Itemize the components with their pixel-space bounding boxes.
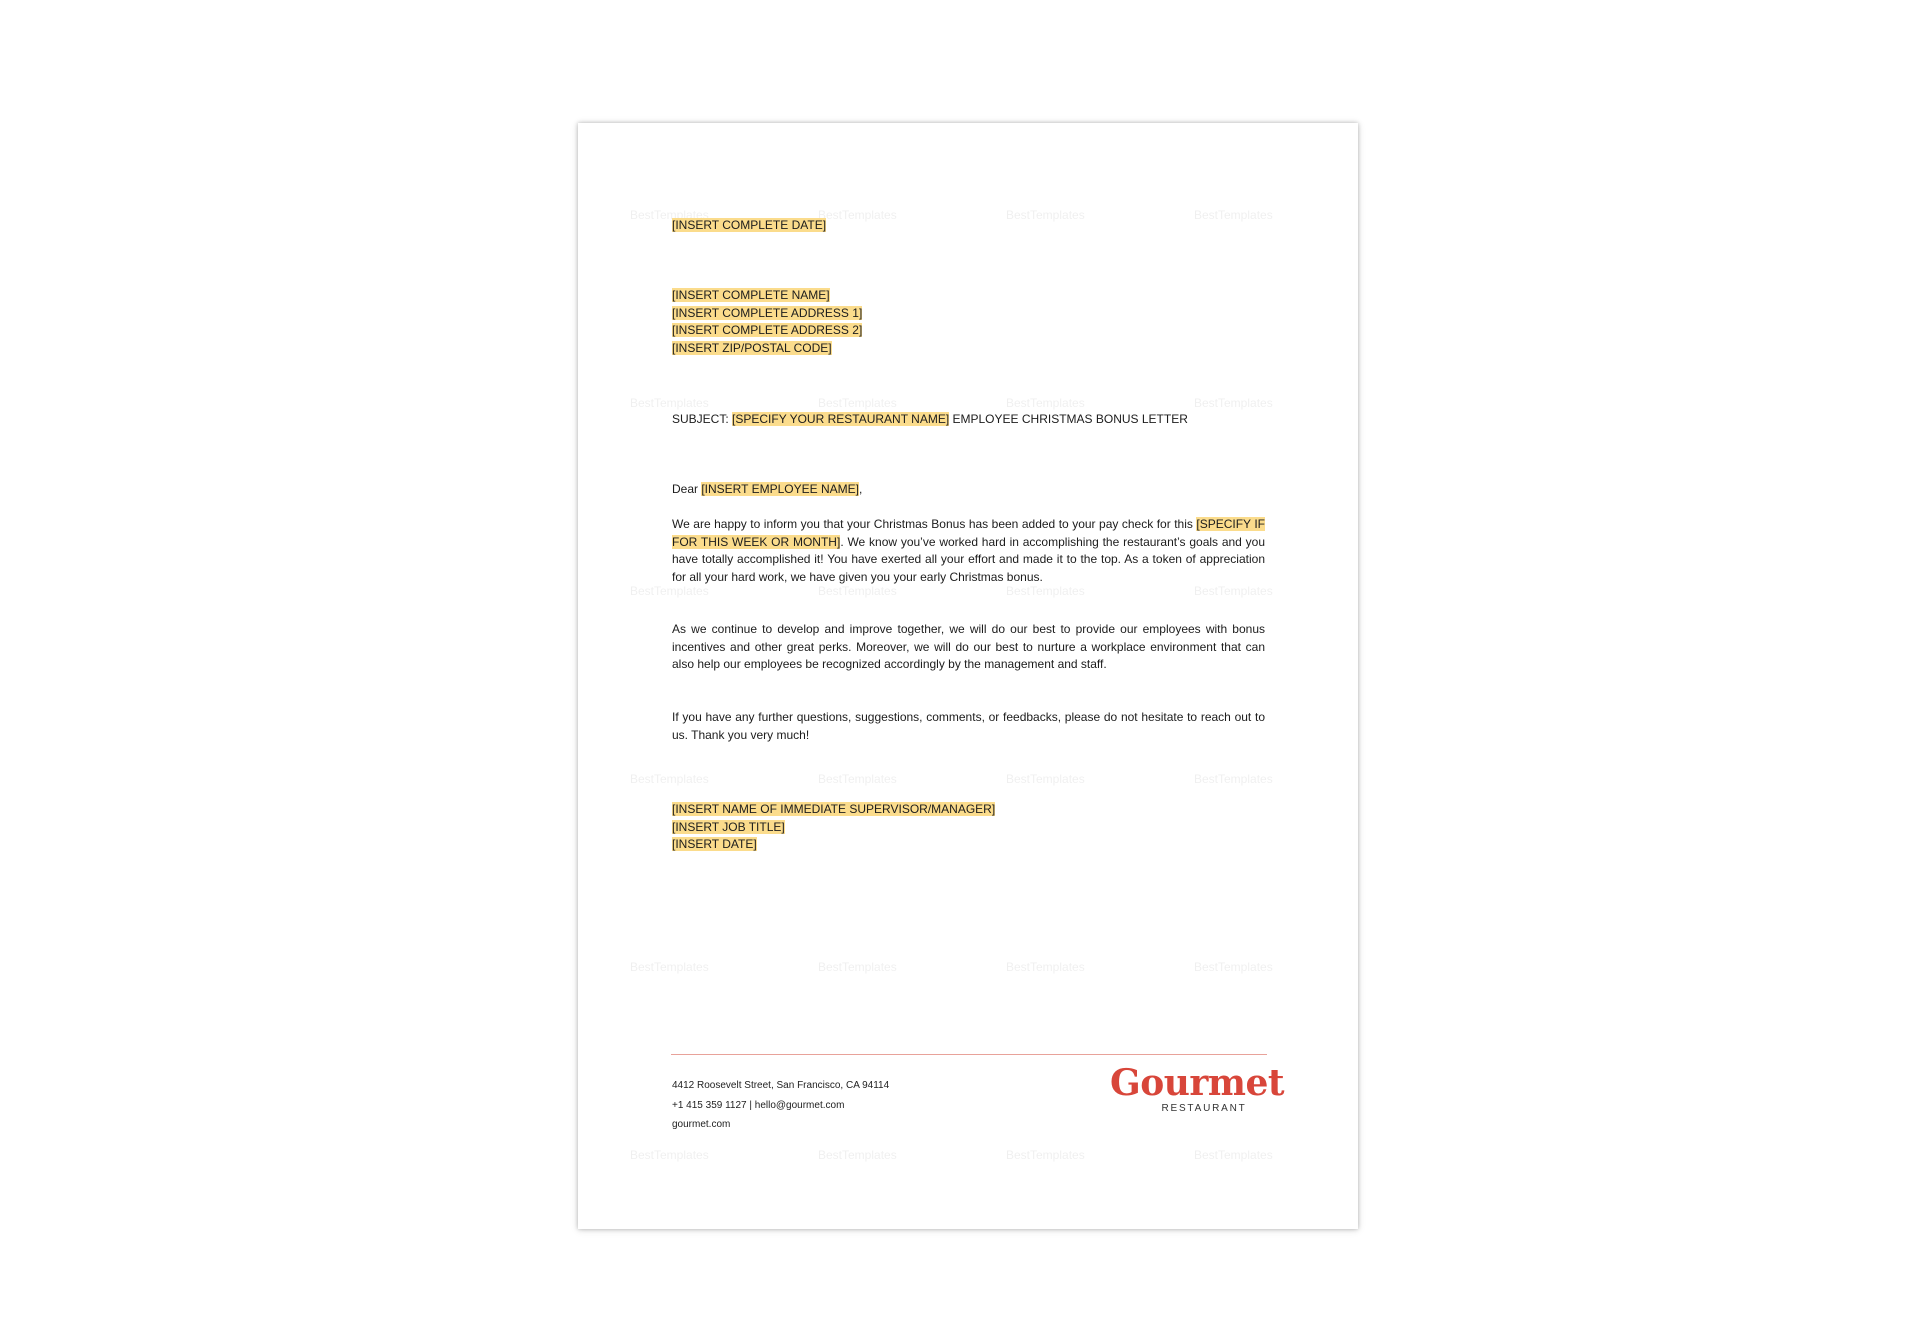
watermark: BestTemplates	[630, 772, 709, 786]
paragraph-1	[672, 516, 1265, 586]
salutation	[672, 481, 1265, 499]
watermark: BestTemplates	[1006, 396, 1085, 410]
salutation-prefix: Dear	[672, 482, 702, 496]
watermark: BestTemplates	[1194, 208, 1273, 222]
footer-divider	[671, 1054, 1267, 1055]
signature-name: [INSERT NAME OF IMMEDIATE SUPERVISOR/MANAGER]	[672, 802, 996, 816]
paragraph-2: As we continue to develop and improve together, we will do our best to provide our employees with bonus incentives and other great perks. Moreover, we will do our best to nurture a workplace environment that can also help our employees be recognized accordingly by the management and staff.	[672, 622, 1265, 672]
footer-contact-info	[672, 1076, 889, 1135]
footer-website: gourmet.com	[672, 1119, 731, 1130]
subject-label: SUBJECT:	[672, 412, 733, 426]
paragraph-1-part-1: We are happy to inform you that your Christmas Bonus has been added to your pay check for this	[672, 517, 1197, 531]
date-placeholder: [INSERT COMPLETE DATE]	[672, 218, 827, 232]
watermark: BestTemplates	[630, 584, 709, 598]
recipient-address-1: [INSERT COMPLETE ADDRESS 1]	[672, 305, 863, 320]
watermark: BestTemplates	[1194, 772, 1273, 786]
watermark: BestTemplates	[818, 208, 897, 222]
subject-line	[672, 411, 1265, 429]
watermark: BestTemplates	[1194, 584, 1273, 598]
recipient-block	[672, 287, 1265, 357]
gourmet-logo	[1110, 1062, 1285, 1115]
watermark: BestTemplates	[630, 960, 709, 974]
watermark: BestTemplates	[630, 1148, 709, 1162]
recipient-address-2: [INSERT COMPLETE ADDRESS 2]	[672, 323, 863, 338]
watermark: BestTemplates	[1006, 1148, 1085, 1162]
watermark: BestTemplates	[1006, 772, 1085, 786]
watermark: BestTemplates	[630, 396, 709, 410]
watermark: BestTemplates	[630, 208, 709, 222]
letter-page	[578, 123, 1358, 1229]
logo-wordmark: Gourmet	[1110, 1062, 1285, 1104]
watermark: BestTemplates	[1006, 208, 1085, 222]
watermark: BestTemplates	[818, 772, 897, 786]
letter-date	[672, 217, 1265, 235]
subject-placeholder: [SPECIFY YOUR RESTAURANT NAME]	[732, 412, 950, 426]
watermark: BestTemplates	[818, 584, 897, 598]
watermark: BestTemplates	[1006, 960, 1085, 974]
watermark: BestTemplates	[1194, 1148, 1273, 1162]
watermark: BestTemplates	[1194, 396, 1273, 410]
paragraph-1-part-2: . We know you’ve worked hard in accomplishing the restaurant’s goals and you have totally accomplished it! You have exerted all your effort and made it to the top. As a token of appreciation for all your hard work, we have given you your early Christmas bonus.	[672, 534, 1265, 584]
logo-subtitle: RESTAURANT	[1161, 1103, 1247, 1114]
watermark: BestTemplates	[818, 396, 897, 410]
signature-date: [INSERT DATE]	[672, 837, 757, 852]
signature-job-title: [INSERT JOB TITLE]	[672, 819, 785, 834]
recipient-zip: [INSERT ZIP/POSTAL CODE]	[672, 340, 832, 355]
paragraph-3: If you have any further questions, suggestions, comments, or feedbacks, please do not hesitate to reach out to us. Thank you very much!	[672, 710, 1265, 742]
footer-address: 4412 Roosevelt Street, San Francisco, CA 94114	[672, 1080, 890, 1091]
paragraph-1-placeholder: [SPECIFY IF FOR THIS WEEK OR MONTH]	[672, 517, 1265, 549]
watermark: BestTemplates	[1006, 584, 1085, 598]
subject-text: EMPLOYEE CHRISTMAS BONUS LETTER	[949, 412, 1188, 426]
watermark: BestTemplates	[1194, 960, 1273, 974]
salutation-placeholder: [INSERT EMPLOYEE NAME]	[701, 482, 859, 496]
signature-block	[672, 801, 1265, 854]
footer-contact: +1 415 359 1127 | hello@gourmet.com	[672, 1099, 845, 1111]
recipient-name: [INSERT COMPLETE NAME]	[672, 288, 830, 302]
watermark: BestTemplates	[818, 1148, 897, 1162]
salutation-suffix: ,	[858, 482, 863, 496]
watermark: BestTemplates	[818, 960, 897, 974]
